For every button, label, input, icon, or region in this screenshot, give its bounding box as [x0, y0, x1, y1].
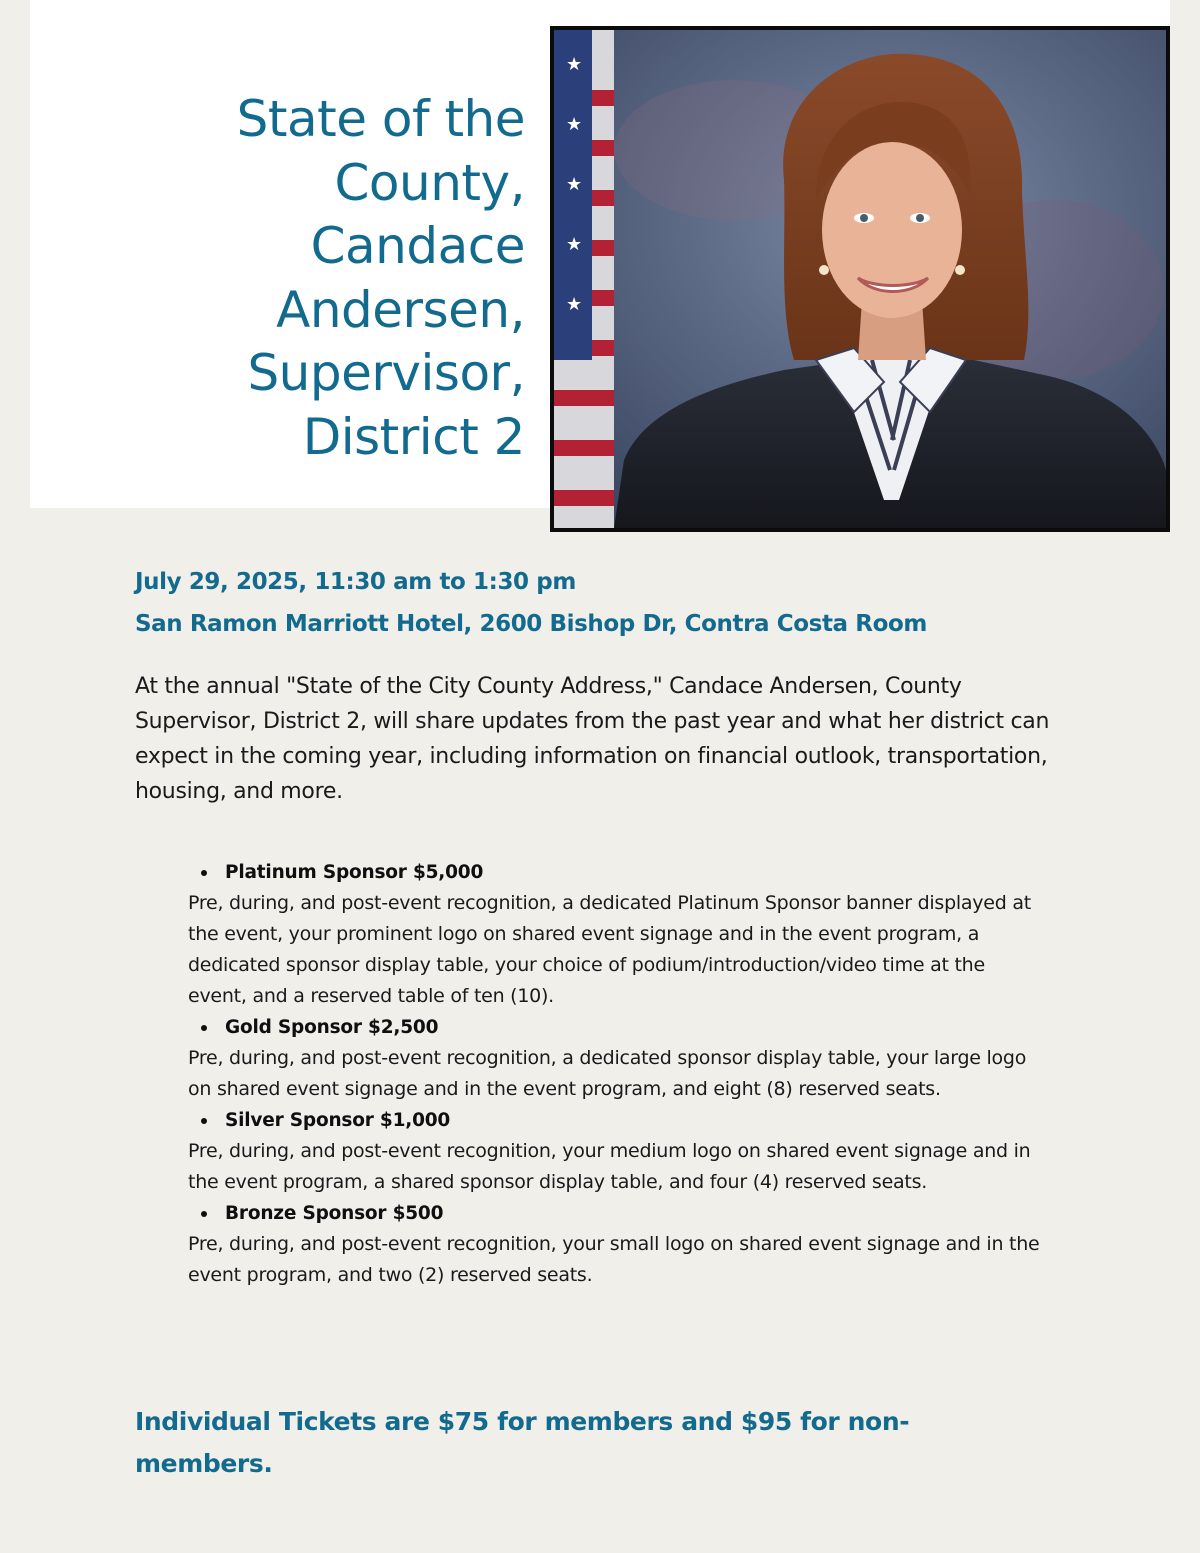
- svg-text:★: ★: [566, 294, 583, 315]
- event-datetime: July 29, 2025, 11:30 am to 1:30 pm: [135, 569, 576, 595]
- svg-text:★: ★: [566, 234, 583, 255]
- sponsor-list: [188, 857, 1048, 1291]
- page-title: State of the County, Candace Andersen, Supervisor, District 2: [236, 90, 525, 466]
- event-location: San Ramon Marriott Hotel, 2600 Bishop Dr, Contra Costa Room: [135, 611, 927, 637]
- sponsor-tier-description: Pre, during, and post-event recognition, a dedicated Platinum Sponsor banner displayed at the event, your prominent logo on shared event signage and in the event program, a dedicated sponsor display table, your choice of podium/introduction/video time at the event, and a reserved table of ten (10).: [188, 892, 1031, 1007]
- ticket-pricing: Individual Tickets are $75 for members and $95 for non-members.: [135, 1407, 910, 1478]
- sponsor-tier-bronze: [188, 1198, 1048, 1291]
- sponsor-tier-silver: [188, 1105, 1048, 1198]
- portrait-photo: [550, 26, 1170, 532]
- sponsor-tier-name: Gold Sponsor $2,500: [188, 1012, 1048, 1043]
- sponsor-tier-description: Pre, during, and post-event recognition, your small logo on shared event signage and in the event program, and two (2) reserved seats.: [188, 1233, 1040, 1286]
- sponsor-tier-platinum: [188, 857, 1048, 1012]
- event-details: [135, 561, 1135, 645]
- svg-text:★: ★: [566, 54, 583, 75]
- portrait-illustration: [554, 30, 1166, 528]
- intro-paragraph: At the annual "State of the City County Address," Candace Andersen, County Supervisor, District 2, will share updates from the past year and what her district can expect in the coming year, including information on financial outlook, transportation, housing, and more.: [135, 674, 1050, 804]
- sponsor-tier-gold: [188, 1012, 1048, 1105]
- sponsor-tier-description: Pre, during, and post-event recognition, your medium logo on shared event signage and in the event program, a shared sponsor display table, and four (4) reserved seats.: [188, 1140, 1031, 1193]
- sponsor-tier-name: Platinum Sponsor $5,000: [188, 857, 1048, 888]
- svg-text:★: ★: [566, 174, 583, 195]
- flag-icon: [554, 30, 614, 528]
- sponsor-tier-name: Bronze Sponsor $500: [188, 1198, 1048, 1229]
- sponsor-tier-description: Pre, during, and post-event recognition, a dedicated sponsor display table, your large logo on shared event signage and in the event program, and eight (8) reserved seats.: [188, 1047, 1027, 1100]
- svg-text:★: ★: [566, 114, 583, 135]
- sponsor-tier-name: Silver Sponsor $1,000: [188, 1105, 1048, 1136]
